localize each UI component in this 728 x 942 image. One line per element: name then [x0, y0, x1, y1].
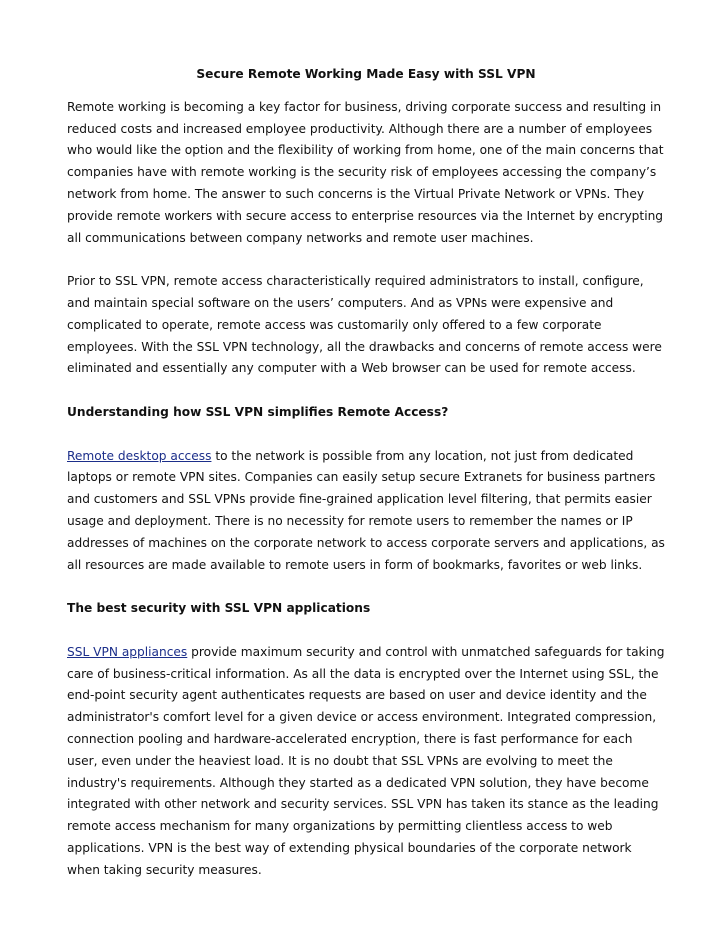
paragraph-intro: Remote working is becoming a key factor for business, driving corporate success and resulting in reduced costs and increased employee productivity. Although there are a number of employees who would like the option and the flexibility of working from home, one of the main concerns that companies have with remote working is the security risk of employees accessing the company’s network from home. The answer to such concerns is the Virtual Private Network or VPNs. They provide remote workers with secure access to enterprise resources via the Internet by encrypting all communications between company networks and remote user machines.	[67, 99, 664, 245]
paragraph-prior-ssl-vpn: Prior to SSL VPN, remote access characteristically required administrators to install, configure, and maintain special software on the users’ computers. And as VPNs were expensive and complicated to operate, remote access was customarily only offered to a few corporate employees. With the SSL VPN technology, all the drawbacks and concerns of remote access were eliminated and essentially any computer with a Web browser can be used for remote access.	[67, 274, 662, 376]
document-page	[67, 64, 665, 903]
paragraph-appliances	[67, 642, 665, 882]
paragraph-appliances-text: provide maximum security and control with unmatched safeguards for taking care of business-critical information. As all the data is encrypted over the Internet using SSL, the end-point security agent authenticates requests are based on user and device identity and the administrator's comfort level for a given device or access environment. Integrated compression, connection pooling and hardware-accelerated encryption, there is fast performance for each user, even under the heaviest load. It is no doubt that SSL VPNs are evolving to meet the industry's requirements. Although they started as a dedicated VPN solution, they have become integrated with other network and security services. SSL VPN has taken its stance as the leading remote access mechanism for many organizations by permitting clientless access to web applications. VPN is the best way of extending physical boundaries of the corporate network when taking security measures.	[67, 644, 665, 877]
document-title: Secure Remote Working Made Easy with SSL VPN	[196, 67, 536, 81]
section-heading-best-security: The best security with SSL VPN applications	[67, 601, 371, 616]
paragraph-remote-access	[67, 446, 665, 577]
remote-desktop-access-link[interactable]: Remote desktop access	[67, 448, 212, 463]
paragraph-remote-access-text: to the network is possible from any location, not just from dedicated laptops or remote VPN sites. Companies can easily setup secure Extranets for business partners and customers and SSL VPNs provide fine-grained application level filtering, that permits easier usage and deployment. There is no necessity for remote users to remember the names or IP addresses of machines on the corporate network to access corporate servers and applications, as all resources are made available to remote users in form of bookmarks, favorites or web links.	[67, 448, 665, 572]
section-heading-remote-access: Understanding how SSL VPN simplifies Remote Access?	[67, 404, 449, 419]
ssl-vpn-appliances-link[interactable]: SSL VPN appliances	[67, 644, 188, 659]
